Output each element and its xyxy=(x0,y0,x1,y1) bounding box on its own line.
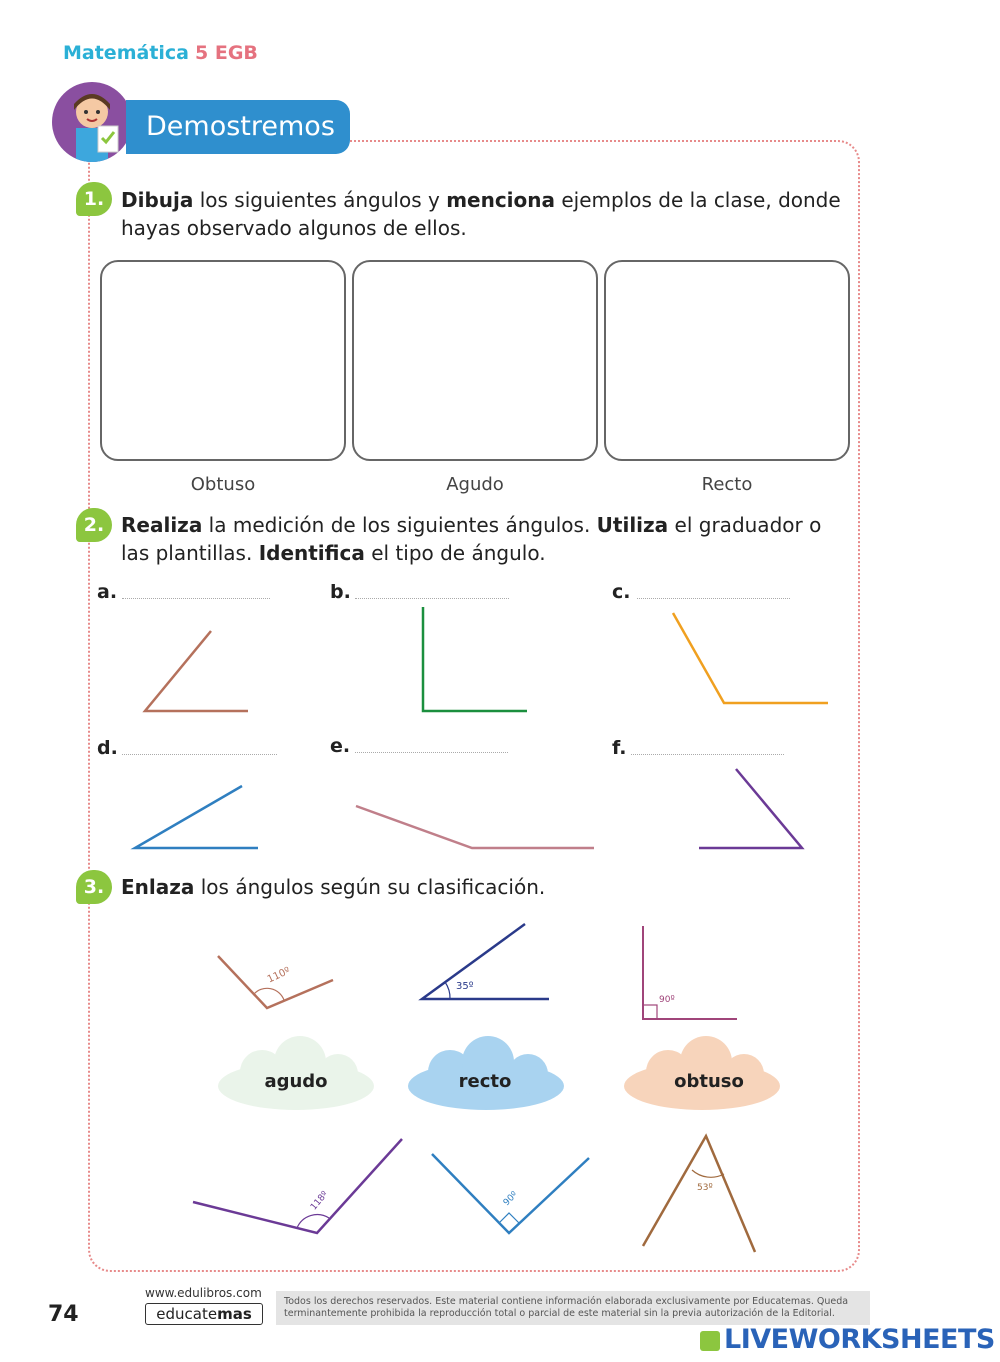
q2-verb-use: Utiliza xyxy=(596,513,669,537)
publisher-site: www.edulibros.com xyxy=(145,1286,262,1300)
item-e-label: e. xyxy=(330,735,351,757)
subject-name: Matemática xyxy=(63,42,189,64)
label-118: 118º xyxy=(308,1189,331,1213)
publisher-logo xyxy=(145,1303,263,1325)
q1-verb-mention: menciona xyxy=(446,188,556,212)
arc-53 xyxy=(692,1170,724,1177)
label-35: 35º xyxy=(456,981,474,992)
cloud-agudo[interactable]: agudo xyxy=(264,1071,328,1092)
item-b-label: b. xyxy=(330,581,351,603)
label-53: 53º xyxy=(697,1183,713,1193)
label-90-top: 90º xyxy=(659,995,675,1005)
arc-35 xyxy=(445,982,450,999)
legal-notice: Todos los derechos reservados. Este material contiene información elaborada exclusivamente por Educatemas. Queda terminantemente prohibida la reproducción total o parcial de este material sin la previa autorización de la Editorial. xyxy=(276,1291,870,1325)
item-c-label: c. xyxy=(612,581,631,603)
q3-text-a: los ángulos según su clasificación. xyxy=(194,875,546,899)
angle-118 xyxy=(193,1139,402,1233)
q3-verb-link: Enlaza xyxy=(121,875,195,899)
q1-number: 1. xyxy=(76,182,112,216)
angle-f xyxy=(699,769,802,848)
q2-text-a: la medición de los siguientes ángulos. xyxy=(202,513,597,537)
q3-number: 3. xyxy=(76,870,112,904)
watermark-text: LIVEWORKSHEETS xyxy=(724,1324,995,1355)
angle-d xyxy=(135,786,258,848)
angle-c xyxy=(673,613,828,703)
q2-text-b: el graduador o las plantillas. xyxy=(121,513,822,565)
label-90-bottom: 90º xyxy=(501,1189,520,1209)
grade-label: 5 EGB xyxy=(195,42,258,64)
q2-verb-identify: Identifica xyxy=(258,541,365,565)
angle-a xyxy=(145,631,248,711)
right-mark-top xyxy=(643,1005,657,1019)
q1-verb-draw: Dibuja xyxy=(121,188,194,212)
label-110: 110º xyxy=(265,965,293,986)
q3-text xyxy=(121,873,841,901)
right-mark-bottom xyxy=(499,1213,519,1223)
q2-number: 2. xyxy=(76,508,112,542)
item-a-label: a. xyxy=(97,581,118,603)
angle-e xyxy=(356,806,594,848)
item-d-label: d. xyxy=(97,737,118,759)
angle-b xyxy=(423,607,527,711)
brand-part-b: mas xyxy=(217,1305,252,1323)
q2-verb-measure: Realiza xyxy=(121,513,203,537)
caption-obtuse: Obtuso xyxy=(190,474,256,495)
item-f-label: f. xyxy=(612,737,627,759)
caption-acute: Agudo xyxy=(446,474,504,495)
angle-35 xyxy=(422,924,549,999)
q1-text-a: los siguientes ángulos y xyxy=(193,188,447,212)
q2-text-c: el tipo de ángulo. xyxy=(364,541,546,565)
brand-part-a: educate xyxy=(156,1305,218,1323)
cloud-obtuso[interactable]: obtuso xyxy=(674,1071,744,1092)
section-banner: Demostremos xyxy=(126,100,350,154)
watermark-logo xyxy=(700,1324,995,1355)
q1-text-b: ejemplos de la clase, donde hayas observado algunos de ellos. xyxy=(121,188,841,240)
watermark-icon xyxy=(700,1331,720,1351)
page-number: 74 xyxy=(48,1302,79,1327)
caption-right: Recto xyxy=(701,474,753,495)
angle-53 xyxy=(643,1136,755,1252)
cloud-recto[interactable]: recto xyxy=(458,1071,512,1092)
